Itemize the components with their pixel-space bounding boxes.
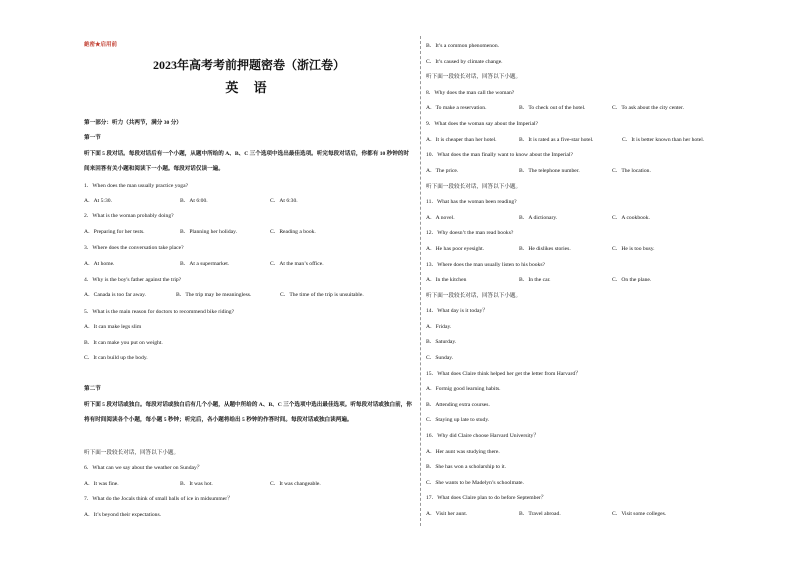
option-b: B．At a supermarket. (180, 261, 230, 267)
section-two-heading: 第二节 (84, 386, 101, 392)
option-c: C．It is better known than her hotel. (622, 137, 705, 143)
question-13: 13．Where does the man usually listen to his books? (426, 262, 546, 268)
option-a: A．Preparing for her tests. (84, 229, 145, 235)
option-c: C．He is too busy. (612, 246, 655, 252)
question-8: 8．Why does the man call the woman? (426, 90, 515, 96)
question-16-option-b: B．She has won a scholarship to it. (426, 464, 507, 470)
option-c: C．The time of the trip is unsuitable. (280, 292, 364, 298)
question-17: 17．What does Claire plan to do before September？ (426, 495, 547, 501)
question-5: 5．What is the main reason for doctors to recommend bike riding? (84, 309, 235, 315)
option-b: B．Travel abroad. (519, 511, 561, 517)
option-c: C．To ask about the city center. (612, 105, 684, 111)
option-b: B．To check out of the hotel. (519, 105, 586, 111)
option-c: C．Reading a book. (270, 229, 316, 235)
question-5-option-b: B．It can make you put on weight. (84, 340, 163, 346)
question-16-option-c: C．She wants to be Madelyn’s schoolmate. (426, 480, 524, 486)
column-divider (420, 36, 421, 526)
option-b: B．He dislikes stories. (519, 246, 571, 252)
option-a: A．A novel. (426, 215, 455, 221)
option-a: A．To make a reservation. (426, 105, 487, 111)
option-c: C．At 6:30. (270, 198, 298, 204)
option-c: C．It was changeable. (270, 481, 321, 487)
subject-title: 英 语 (225, 80, 273, 95)
option-b: B．It is rated as a five-star hotel. (519, 137, 594, 143)
option-b: B．At 6:00. (180, 198, 208, 204)
option-a: A．He has poor eyesight. (426, 246, 485, 252)
listen-instruction: 听下面一段较长对话，回答以下小题。 (426, 184, 522, 190)
option-b: B．The trip may be meaningless. (176, 292, 252, 298)
question-3: 3．Where does the conversation take place? (84, 245, 184, 251)
question-14-option-a: A．Friday. (426, 324, 452, 330)
question-5-option-c: C．It can build up the body. (84, 355, 148, 361)
option-b: B．Planning her holiday. (180, 229, 237, 235)
secret-label: 絶密★启用前 (84, 42, 118, 48)
option-c: C．The location. (612, 168, 651, 174)
option-a: A．Visit her aunt. (426, 511, 468, 517)
question-1: 1．When does the man usually practice yoga? (84, 183, 189, 189)
question-15-option-a: A．Formig good learning habits. (426, 386, 501, 392)
part-one-heading: 第一部分：听力（共两节，满分 30 分） (84, 120, 182, 126)
listen-instruction: 听下面一段较长对话，回答以下小题。 (426, 74, 522, 80)
option-c: C．On the plane. (612, 277, 652, 283)
question-14-option-b: B．Saturday. (426, 339, 457, 345)
option-a: A．Canada is too far away. (84, 292, 146, 298)
option-a: A．At home. (84, 261, 115, 267)
option-a: A．At 5:30. (84, 198, 112, 204)
question-15-option-b: B．Attending extra courses. (426, 402, 490, 408)
option-c: C．Visit some colleges. (612, 511, 667, 517)
question-12: 12．Why doesn’t the man read books? (426, 230, 514, 236)
option-b: B．The telephone number. (519, 168, 580, 174)
option-b: B．In the car. (519, 277, 551, 283)
question-16: 16．Why did Claire choose Harvard University？ (426, 433, 539, 439)
question-15-option-c: C．Staying up late to study. (426, 417, 490, 423)
option-b: B．It was hot. (180, 481, 213, 487)
option-c: C．At the man’s office. (270, 261, 324, 267)
question-5-option-a: A．It can make legs slim (84, 324, 142, 330)
section-one-heading: 第一节 (84, 135, 101, 141)
option-c: C．A cookbook. (612, 215, 650, 221)
option-a: A．The price. (426, 168, 459, 174)
section-two-instructions: 听下面 5 段对话或独白。每段对话或独白后有几个小题，从题中所给的 A、B、C 三个选项中选出最佳选项。听每段对话或独白前，你将有时间阅读各个小题，每小题 5 秒钟；听完后，各小题将给出 5 秒钟的作答时间。每段对话或独白读两遍。 (84, 402, 412, 423)
option-a: A．It is cheaper than her hotel. (426, 137, 497, 143)
option-a: A．It was fine. (84, 481, 119, 487)
exam-title: 2023年高考考前押题密卷（浙江卷） (152, 58, 345, 72)
listen-instruction: 听下面一段较长对话，回答以下小题。 (84, 450, 180, 456)
question-10: 10．What does the man finally want to know about the Imperial? (426, 152, 573, 158)
question-4: 4．Why is the boy's father against the trip? (84, 277, 182, 283)
section-one-instructions: 听下面 5 段对话。每段对话后有一个小题，从题中所给的 A、B、C 三个选项中选出最佳选项。听完每段对话后，你都有 10 秒钟的时间来回答有关小题和阅读下一小题。每段对话仅读一遍。 (84, 151, 410, 172)
question-14-option-c: C．Sunday. (426, 355, 454, 361)
question-9: 9．What does the woman say about the Imperial? (426, 121, 538, 127)
question-6: 6．What can we say about the weather on Sunday？ (84, 465, 203, 471)
option-b: B．A dictionary. (519, 215, 558, 221)
option-a: A．In the kitchen (426, 277, 467, 283)
question-14: 14．What day is it today？ (426, 308, 488, 314)
question-16-option-a: A．Her aunt was studying there. (426, 449, 500, 455)
question-7-option-c: C．It’s caused by climate change. (426, 59, 503, 65)
question-7-option-b: B．It’s a common phenomenon. (426, 43, 500, 49)
question-15: 15．What does Claire think helped her get the letter from Harvard？ (426, 371, 581, 377)
question-2: 2．What is the woman probably doing? (84, 213, 174, 219)
question-7-option-a: A．It’s beyond their expectations. (84, 512, 162, 518)
question-7: 7．What do the Jocals think of small balls of ice in midsummer？ (84, 496, 233, 502)
listen-instruction: 听下面一段较长对话，回答以下小题。 (426, 293, 522, 299)
question-11: 11．What has the woman been reading? (426, 199, 517, 205)
